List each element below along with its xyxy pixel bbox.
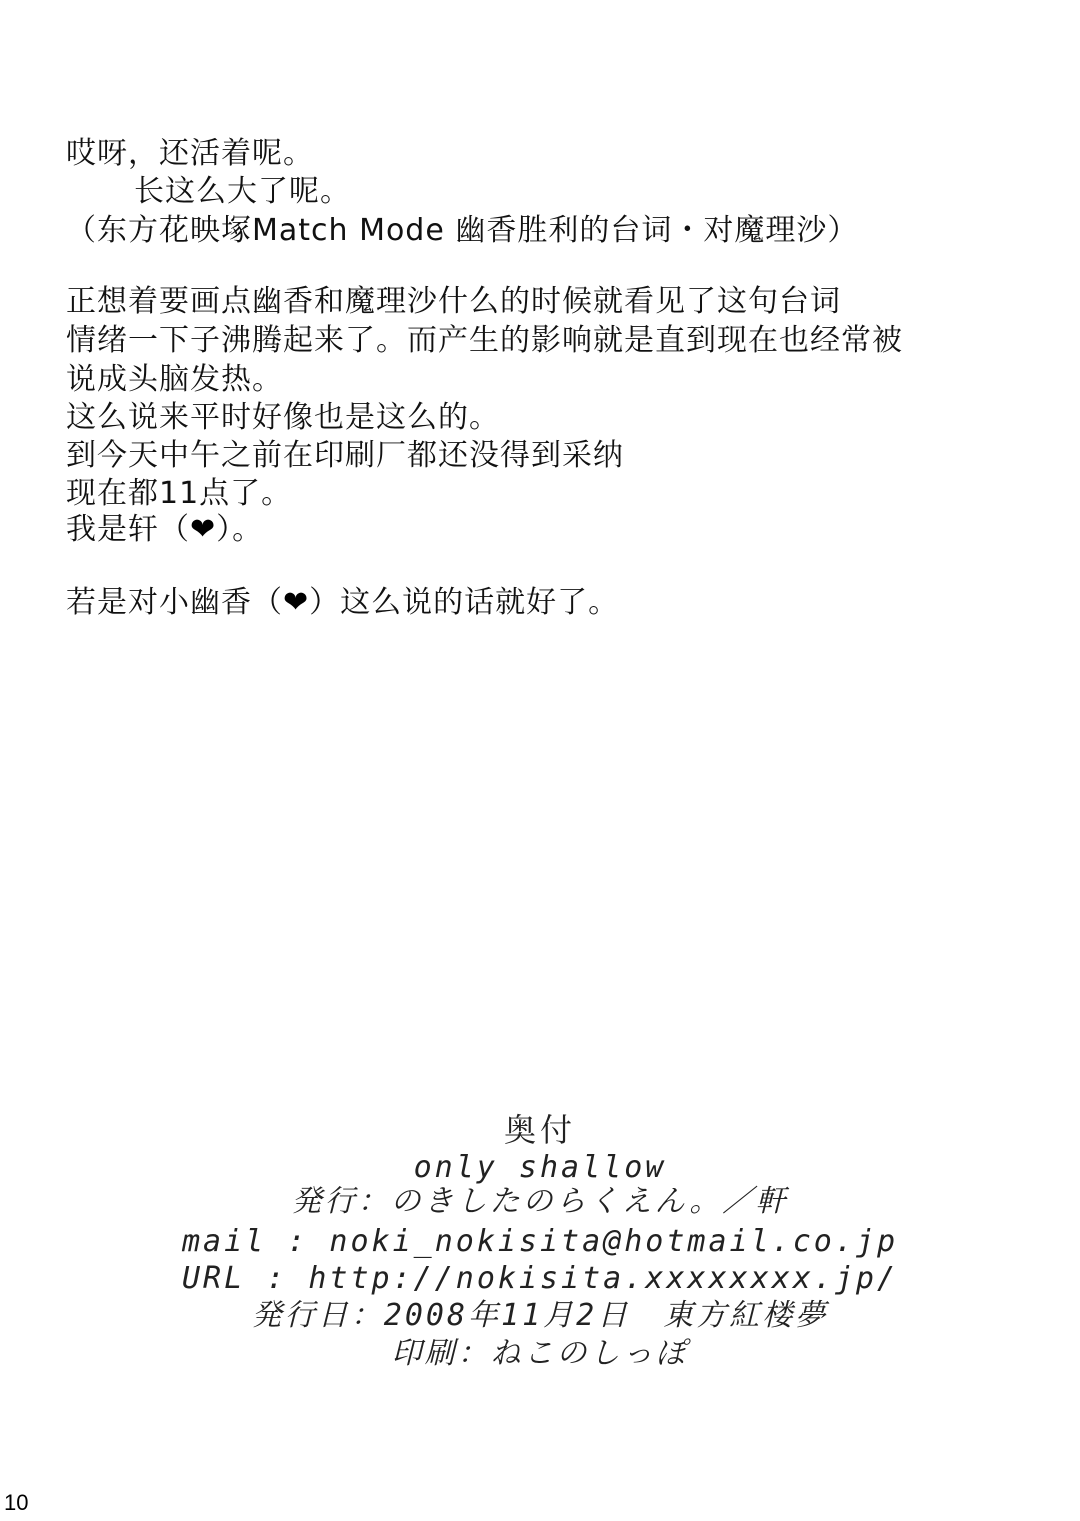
- body-text: ）。: [216, 512, 264, 547]
- colophon-mail: mail : noki_nokisita@hotmail.co.jp: [181, 1224, 899, 1259]
- colophon-url: URL : http://nokisita.xxxxxxxx.jp/: [181, 1261, 899, 1296]
- body-line: 说成头脑发热。: [66, 362, 283, 397]
- body-line: 到今天中午之前在印刷厂都还没得到采纳: [66, 438, 624, 473]
- body-line: （东方花映塚Match Mode 幽香胜利的台词・对魔理沙）: [66, 213, 859, 248]
- body-line: 哎呀，还活着呢。: [66, 136, 314, 171]
- colophon-publisher: 発行：のきしたのらくえん。／軒: [291, 1184, 789, 1219]
- page-number: 10: [4, 1490, 29, 1515]
- body-line-heart: [66, 512, 263, 548]
- body-text: ）这么说的话就好了。: [309, 585, 620, 620]
- body-line-heart: [66, 585, 619, 621]
- body-line: 正想着要画点幽香和魔理沙什么的时候就看见了这句台词: [66, 284, 841, 319]
- body-line: 长这么大了呢。: [134, 174, 351, 209]
- body-text: 我是轩（: [66, 512, 190, 547]
- heart-icon: ❤: [283, 585, 310, 620]
- colophon-date: 発行日：2008年11月2日 東方紅楼夢: [251, 1298, 829, 1333]
- body-line: 这么说来平时好像也是这么的。: [66, 400, 500, 435]
- colophon-printer: 印刷：ねこのしっぽ: [391, 1336, 689, 1371]
- body-text: 若是对小幽香（: [66, 585, 283, 620]
- colophon-book-title: only shallow: [413, 1150, 667, 1185]
- colophon-title: 奥付: [503, 1111, 576, 1149]
- heart-icon: ❤: [190, 512, 217, 547]
- body-line: 现在都11点了。: [66, 476, 293, 511]
- body-line: 情绪一下子沸腾起来了。而产生的影响就是直到现在也经常被: [66, 323, 903, 358]
